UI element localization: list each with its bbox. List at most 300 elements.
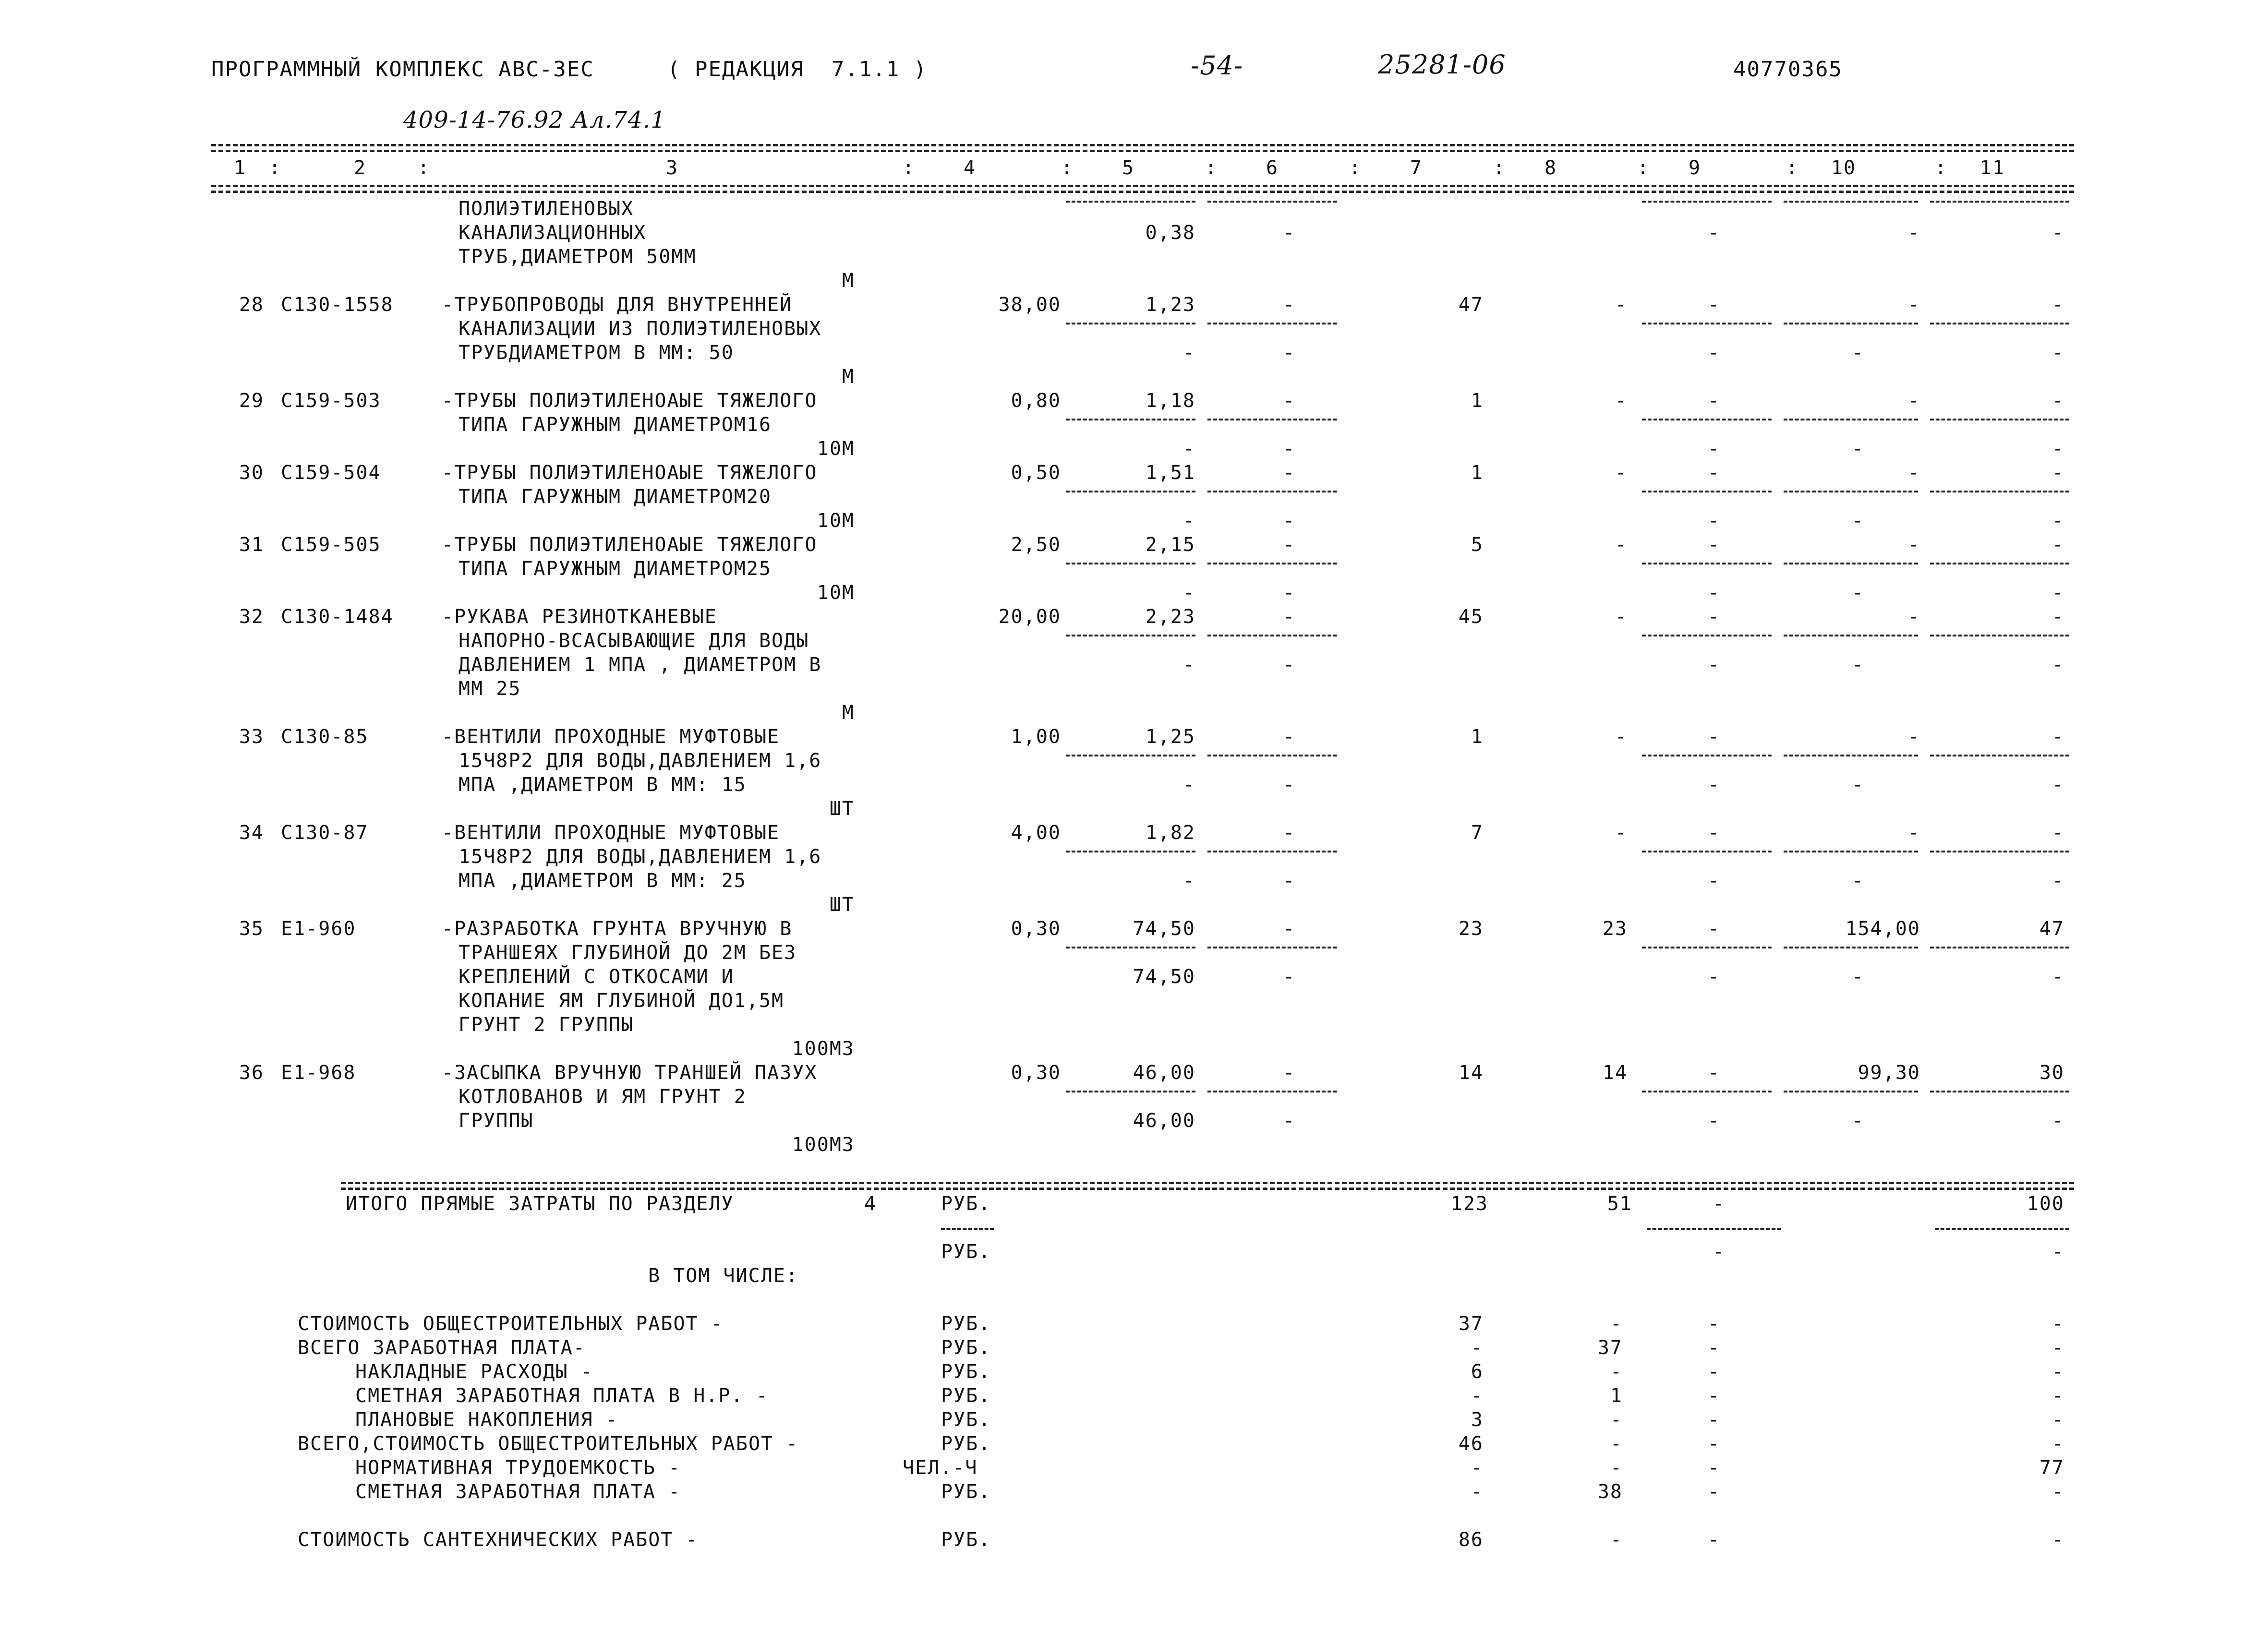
row-col5: 1,25 (1145, 726, 1195, 748)
row-description-line: КОТЛОВАНОВ И ЯМ ГРУНТ 2 (458, 1086, 747, 1108)
row-description-line: ДАВЛЕНИЕМ 1 МПА , ДИАМЕТРОМ В (458, 654, 822, 676)
summary-col9: - (1707, 1409, 1721, 1431)
row-col8: 23 (1602, 918, 1628, 940)
col6-underline (1207, 419, 1337, 420)
handwritten-reference: 409-14-76.92 Ал.74.1 (403, 107, 666, 133)
row-col10: - (1907, 534, 1920, 556)
row-col7: 7 (1471, 822, 1484, 844)
row-col9: - (1707, 294, 1721, 316)
summary-col7: - (1471, 1337, 1484, 1359)
row-col6b: - (1282, 774, 1296, 796)
row-description-line: ТИПА ГАРУЖНЫМ ДИАМЕТРОМ16 (458, 414, 772, 436)
col9-underline (1642, 491, 1772, 492)
row-description-line: ГРУППЫ (458, 1110, 534, 1132)
summary-col7: - (1471, 1481, 1484, 1503)
col9-underline (1642, 851, 1772, 852)
summary-col9: - (1707, 1529, 1721, 1551)
row-description-line: -ТРУБЫ ПОЛИЭТИЛЕНОАЫЕ ТЯЖЕЛОГО (442, 534, 818, 556)
row-unit: М (842, 366, 855, 388)
row-col5b: - (1182, 870, 1195, 892)
column-header-8: 8 (1544, 157, 1557, 179)
summary-unit: РУБ. (941, 1433, 991, 1455)
row-quantity: 4,00 (1011, 822, 1061, 844)
summary-col9: - (1707, 1481, 1721, 1503)
row-unit: 100М3 (792, 1134, 855, 1156)
row-col9: - (1707, 606, 1721, 628)
totals-label: ИТОГО ПРЯМЫЕ ЗАТРАТЫ ПО РАЗДЕЛУ (346, 1193, 734, 1215)
row-col10: 99,30 (1858, 1062, 1920, 1084)
row-code: С130-85 (281, 726, 369, 748)
row-col7: 47 (1458, 294, 1484, 316)
row-col10: - (1907, 294, 1920, 316)
row-description-line: ТРАНШЕЯХ ГЛУБИНОЙ ДО 2М БЕЗ (458, 942, 797, 964)
row-col11b: - (2051, 582, 2064, 604)
col6-underline (1207, 323, 1337, 324)
row-code: С130-87 (281, 822, 369, 844)
col6-underline (1207, 755, 1337, 756)
row-col11: - (2051, 822, 2064, 844)
row-col6b: - (1282, 654, 1296, 676)
summary-label: НАКЛАДНЫЕ РАСХОДЫ - (355, 1361, 593, 1383)
row-col11: 47 (2039, 918, 2064, 940)
summary-col8: - (1610, 1361, 1623, 1383)
summary-col8: 1 (1610, 1385, 1623, 1407)
row-description-line: -ВЕНТИЛИ ПРОХОДНЫЕ МУФТОВЫЕ (442, 726, 780, 748)
row-col8: - (1615, 294, 1628, 316)
row-description-line: -РАЗРАБОТКА ГРУНТА ВРУЧНУЮ В (442, 918, 793, 940)
summary-unit: РУБ. (941, 1529, 991, 1551)
column-header-9: 9 (1688, 157, 1701, 179)
row-col8: 14 (1602, 1062, 1628, 1084)
row-col5: 2,23 (1145, 606, 1195, 628)
row-col7: 23 (1458, 918, 1484, 940)
summary-col11: - (2051, 1409, 2064, 1431)
row-col11: - (2051, 726, 2064, 748)
column-header-6: 6 (1266, 157, 1279, 179)
col10-underline (1784, 491, 1918, 492)
totals-col11: 100 (2027, 1193, 2064, 1215)
totals-rule-2 (341, 1188, 2074, 1190)
totals-col11-underline (1935, 1228, 2069, 1230)
col5-underline (1066, 635, 1195, 636)
summary-col9: - (1707, 1457, 1721, 1479)
col11-underline (1930, 755, 2069, 756)
summary-col11: - (2051, 1337, 2064, 1359)
row-col11b: - (2051, 966, 2064, 988)
row-col11b: - (2051, 774, 2064, 796)
column-separator: : (269, 157, 282, 179)
summary-label: СТОИМОСТЬ САНТЕХНИЧЕСКИХ РАБОТ - (298, 1529, 699, 1551)
row-col9b: - (1707, 1110, 1721, 1132)
page-number: -54- (1191, 50, 1243, 81)
row-unit: 10М (817, 438, 855, 460)
summary-col8: - (1610, 1433, 1623, 1455)
summary-col7: 86 (1458, 1529, 1484, 1551)
row-code: С130-1558 (281, 294, 394, 316)
row-unit: ШТ (829, 894, 855, 916)
program-title: ПРОГРАММНЫЙ КОМПЛЕКС АВС-ЗЕС (211, 57, 594, 82)
row-col10b: - (1851, 966, 1865, 988)
totals-unit-2: РУБ. (941, 1241, 991, 1263)
summary-col8: - (1610, 1529, 1623, 1551)
column-separator: : (1786, 157, 1799, 179)
row-col5b: - (1182, 582, 1195, 604)
col9-underline (1642, 947, 1772, 948)
row-col9b: - (1707, 438, 1721, 460)
row-number: 31 (239, 534, 264, 556)
row-col9: - (1707, 462, 1721, 484)
row-col10: 154,00 (1845, 918, 1920, 940)
row-col10b: - (1851, 510, 1865, 532)
row-col9b: - (1707, 774, 1721, 796)
row-col7: 1 (1471, 462, 1484, 484)
column-separator: : (1061, 157, 1074, 179)
row-col11: - (2051, 390, 2064, 412)
row-description-line: КАНАЛИЗАЦИОННЫХ (458, 222, 647, 244)
row-col11b: - (2051, 342, 2064, 364)
summary-label: СМЕТНАЯ ЗАРАБОТНАЯ ПЛАТА В Н.Р. - (355, 1385, 769, 1407)
summary-unit: РУБ. (941, 1409, 991, 1431)
col6-underline (1207, 851, 1337, 852)
row-col11b: - (2051, 870, 2064, 892)
col5-underline (1066, 323, 1195, 324)
row-col11: - (2051, 222, 2064, 244)
summary-col8: - (1610, 1409, 1623, 1431)
row-col10b: - (1851, 654, 1865, 676)
row-description-line: -ТРУБЫ ПОЛИЭТИЛЕНОАЫЕ ТЯЖЕЛОГО (442, 462, 818, 484)
totals-unit: РУБ. (941, 1193, 991, 1215)
summary-label: ПЛАНОВЫЕ НАКОПЛЕНИЯ - (355, 1409, 618, 1431)
row-col9b: - (1707, 510, 1721, 532)
col5-underline (1066, 947, 1195, 948)
row-col5: 2,15 (1145, 534, 1195, 556)
row-col6b: - (1282, 870, 1296, 892)
row-col7: 45 (1458, 606, 1484, 628)
col5-underline (1066, 419, 1195, 420)
row-col5: 0,38 (1145, 222, 1195, 244)
row-description-line: ТИПА ГАРУЖНЫМ ДИАМЕТРОМ25 (458, 558, 772, 580)
col10-underline (1784, 947, 1918, 948)
col11-underline (1930, 419, 2069, 420)
summary-col7: 3 (1471, 1409, 1484, 1431)
column-separator: : (903, 157, 916, 179)
column-header-10: 10 (1831, 157, 1857, 179)
row-description-line: ТРУБДИАМЕТРОМ В ММ: 50 (458, 342, 734, 364)
row-quantity: 20,00 (998, 606, 1061, 628)
row-col7: 5 (1471, 534, 1484, 556)
row-col10: - (1907, 390, 1920, 412)
column-separator: : (1205, 157, 1218, 179)
row-col10b: - (1851, 870, 1865, 892)
row-col10b: - (1851, 342, 1865, 364)
row-col6b: - (1282, 510, 1296, 532)
row-col9: - (1707, 1062, 1721, 1084)
row-description-line: -ЗАСЫПКА ВРУЧНУЮ ТРАНШЕЙ ПАЗУХ (442, 1062, 818, 1084)
row-col8: - (1615, 390, 1628, 412)
row-col5b: - (1182, 510, 1195, 532)
row-col5: 46,00 (1133, 1062, 1195, 1084)
row-number: 29 (239, 390, 264, 412)
row-unit: 10М (817, 510, 855, 532)
row-col6: - (1282, 1062, 1296, 1084)
summary-unit: РУБ. (941, 1385, 991, 1407)
row-col6: - (1282, 918, 1296, 940)
row-col11b: - (2051, 654, 2064, 676)
row-col5: 1,82 (1145, 822, 1195, 844)
col5-underline (1066, 563, 1195, 564)
row-description-line: -РУКАВА РЕЗИНОТКАНЕВЫЕ (442, 606, 717, 628)
row-col6b: - (1282, 582, 1296, 604)
col9-underline (1642, 201, 1772, 203)
row-description-line: КРЕПЛЕНИЙ С ОТКОСАМИ И (458, 966, 734, 988)
row-quantity: 0,30 (1011, 918, 1061, 940)
totals-col9b: - (1712, 1241, 1725, 1263)
col11-underline (1930, 563, 2069, 564)
row-col11: - (2051, 534, 2064, 556)
summary-col7: - (1471, 1385, 1484, 1407)
col5-underline (1066, 201, 1195, 203)
summary-col8: 37 (1597, 1337, 1623, 1359)
row-code: С130-1484 (281, 606, 394, 628)
col11-underline (1930, 201, 2069, 203)
row-col10: - (1907, 822, 1920, 844)
row-number: 35 (239, 918, 264, 940)
col11-underline (1930, 323, 2069, 324)
row-col8: - (1615, 534, 1628, 556)
row-description-line: -ВЕНТИЛИ ПРОХОДНЫЕ МУФТОВЫЕ (442, 822, 780, 844)
document-code: 25281-06 (1378, 49, 1506, 80)
row-col8: - (1615, 822, 1628, 844)
col9-underline (1642, 563, 1772, 564)
row-description-line: 15Ч8Р2 ДЛЯ ВОДЫ,ДАВЛЕНИЕМ 1,6 (458, 846, 822, 868)
row-col9: - (1707, 918, 1721, 940)
row-number: 36 (239, 1062, 264, 1084)
row-col5: 1,23 (1145, 294, 1195, 316)
col9-underline (1642, 635, 1772, 636)
col11-underline (1930, 851, 2069, 852)
row-number: 33 (239, 726, 264, 748)
row-col5: 1,51 (1145, 462, 1195, 484)
col6-underline (1207, 947, 1337, 948)
col10-underline (1784, 201, 1918, 203)
row-quantity: 0,80 (1011, 390, 1061, 412)
summary-col11: - (2051, 1361, 2064, 1383)
summary-col8: - (1610, 1313, 1623, 1335)
row-col9: - (1707, 222, 1721, 244)
summary-col9: - (1707, 1361, 1721, 1383)
summary-label: СМЕТНАЯ ЗАРАБОТНАЯ ПЛАТА - (355, 1481, 681, 1503)
column-separator: : (1493, 157, 1506, 179)
row-number: 32 (239, 606, 264, 628)
summary-col8: - (1610, 1457, 1623, 1479)
row-unit: ШТ (829, 798, 855, 820)
col6-underline (1207, 491, 1337, 492)
totals-col7: 123 (1450, 1193, 1488, 1215)
row-col10b: - (1851, 438, 1865, 460)
col10-underline (1784, 755, 1918, 756)
row-description-line: ММ 25 (458, 678, 521, 700)
row-col9: - (1707, 822, 1721, 844)
row-col10b: - (1851, 1110, 1865, 1132)
column-separator: : (1349, 157, 1362, 179)
row-col5b: 74,50 (1133, 966, 1195, 988)
col6-underline (1207, 563, 1337, 564)
row-number: 30 (239, 462, 264, 484)
row-unit: М (842, 270, 855, 292)
row-description-line: -ТРУБЫ ПОЛИЭТИЛЕНОАЫЕ ТЯЖЕЛОГО (442, 390, 818, 412)
row-col6: - (1282, 462, 1296, 484)
col9-underline (1642, 323, 1772, 324)
row-col9: - (1707, 726, 1721, 748)
row-col5b: - (1182, 342, 1195, 364)
column-header-3: 3 (665, 157, 679, 179)
col10-underline (1784, 419, 1918, 420)
row-col5: 74,50 (1133, 918, 1195, 940)
row-col5b: - (1182, 438, 1195, 460)
summary-label: ВСЕГО ЗАРАБОТНАЯ ПЛАТА- (298, 1337, 586, 1359)
row-col6: - (1282, 534, 1296, 556)
row-col11: - (2051, 606, 2064, 628)
row-col11: 30 (2039, 1062, 2064, 1084)
row-col11: - (2051, 462, 2064, 484)
code-right: 40770365 (1733, 57, 1843, 82)
totals-col9: - (1712, 1193, 1725, 1215)
summary-col11: - (2051, 1385, 2064, 1407)
row-description-line: ТИПА ГАРУЖНЫМ ДИАМЕТРОМ20 (458, 486, 772, 508)
row-unit: 10М (817, 582, 855, 604)
totals-col8: 51 (1607, 1193, 1632, 1215)
row-col9: - (1707, 534, 1721, 556)
row-col11b: - (2051, 510, 2064, 532)
summary-col7: 46 (1458, 1433, 1484, 1455)
col11-underline (1930, 947, 2069, 948)
col5-underline (1066, 1091, 1195, 1092)
edition-label: ( РЕДАКЦИЯ 7.1.1 ) (667, 57, 928, 82)
column-separator: : (1935, 157, 1948, 179)
row-col9b: - (1707, 966, 1721, 988)
summary-unit: РУБ. (941, 1313, 991, 1335)
row-quantity: 38,00 (998, 294, 1061, 316)
totals-section: 4 (864, 1193, 877, 1215)
row-code: Е1-960 (281, 918, 356, 940)
summary-col9: - (1707, 1385, 1721, 1407)
summary-unit: РУБ. (941, 1481, 991, 1503)
row-col10b: - (1851, 582, 1865, 604)
row-col6: - (1282, 294, 1296, 316)
summary-col11: - (2051, 1433, 2064, 1455)
header-rule-bottom-2 (211, 191, 2074, 193)
summary-col7: - (1471, 1457, 1484, 1479)
col10-underline (1784, 323, 1918, 324)
col10-underline (1784, 851, 1918, 852)
row-quantity: 1,00 (1011, 726, 1061, 748)
row-description-line: МПА ,ДИАМЕТРОМ В ММ: 15 (458, 774, 747, 796)
summary-col7: 37 (1458, 1313, 1484, 1335)
row-col5: 1,18 (1145, 390, 1195, 412)
row-col10b: - (1851, 774, 1865, 796)
row-col6: - (1282, 822, 1296, 844)
row-col5b: 46,00 (1133, 1110, 1195, 1132)
row-col6: - (1282, 726, 1296, 748)
summary-col9: - (1707, 1433, 1721, 1455)
header-rule-bottom (211, 185, 2074, 187)
totals-rule (341, 1182, 2074, 1184)
row-col8: - (1615, 726, 1628, 748)
col6-underline (1207, 635, 1337, 636)
row-description-line: ТРУБ,ДИАМЕТРОМ 50ММ (458, 246, 697, 268)
col11-underline (1930, 1091, 2069, 1092)
row-code: Е1-968 (281, 1062, 356, 1084)
summary-unit: ЧЕЛ.-Ч (903, 1457, 978, 1479)
totals-col9-underline (1647, 1228, 1781, 1230)
row-description-line: КОПАНИЕ ЯМ ГЛУБИНОЙ ДО1,5М (458, 990, 784, 1012)
row-description-line: НАПОРНО-ВСАСЫВАЮЩИЕ ДЛЯ ВОДЫ (458, 630, 809, 652)
row-description-line: КАНАЛИЗАЦИИ ИЗ ПОЛИЭТИЛЕНОВЫХ (458, 318, 822, 340)
header-rule-top (211, 144, 2074, 146)
col5-underline (1066, 851, 1195, 852)
row-col11b: - (2051, 1110, 2064, 1132)
column-header-7: 7 (1410, 157, 1423, 179)
row-col10: - (1907, 726, 1920, 748)
totals-unit-underline (941, 1228, 994, 1230)
summary-col11: - (2051, 1481, 2064, 1503)
row-col6b: - (1282, 966, 1296, 988)
row-col6b: - (1282, 342, 1296, 364)
col9-underline (1642, 419, 1772, 420)
col9-underline (1642, 1091, 1772, 1092)
col5-underline (1066, 755, 1195, 756)
col10-underline (1784, 635, 1918, 636)
row-col9b: - (1707, 342, 1721, 364)
row-col9b: - (1707, 654, 1721, 676)
row-col6: - (1282, 606, 1296, 628)
row-quantity: 0,30 (1011, 1062, 1061, 1084)
row-col9b: - (1707, 582, 1721, 604)
row-col6b: - (1282, 1110, 1296, 1132)
column-separator: : (1637, 157, 1650, 179)
row-description-line: -ТРУБОПРОВОДЫ ДЛЯ ВНУТРЕННЕЙ (442, 294, 793, 316)
col6-underline (1207, 1091, 1337, 1092)
row-description-line: ПОЛИЭТИЛЕНОВЫХ (458, 198, 634, 220)
column-header-2: 2 (353, 157, 367, 179)
summary-label: СТОИМОСТЬ ОБЩЕСТРОИТЕЛЬНЫХ РАБОТ - (298, 1313, 724, 1335)
summary-col9: - (1707, 1337, 1721, 1359)
row-description-line: МПА ,ДИАМЕТРОМ В ММ: 25 (458, 870, 747, 892)
summary-col11: - (2051, 1529, 2064, 1551)
summary-col8: 38 (1597, 1481, 1623, 1503)
summary-label: ВСЕГО,СТОИМОСТЬ ОБЩЕСТРОИТЕЛЬНЫХ РАБОТ - (298, 1433, 799, 1455)
row-code: С159-504 (281, 462, 381, 484)
column-header-4: 4 (963, 157, 977, 179)
row-description-line: ГРУНТ 2 ГРУППЫ (458, 1014, 634, 1036)
header-rule-top-2 (211, 150, 2074, 152)
row-col10: - (1907, 462, 1920, 484)
row-col7: 1 (1471, 726, 1484, 748)
col10-underline (1784, 563, 1918, 564)
row-col11b: - (2051, 438, 2064, 460)
col11-underline (1930, 491, 2069, 492)
column-header-11: 11 (1979, 157, 2005, 179)
column-separator: : (418, 157, 431, 179)
column-header-5: 5 (1122, 157, 1135, 179)
row-unit: 100М3 (792, 1038, 855, 1060)
row-quantity: 0,50 (1011, 462, 1061, 484)
col5-underline (1066, 491, 1195, 492)
row-col7: 14 (1458, 1062, 1484, 1084)
col6-underline (1207, 201, 1337, 203)
row-col5b: - (1182, 774, 1195, 796)
summary-col7: 6 (1471, 1361, 1484, 1383)
